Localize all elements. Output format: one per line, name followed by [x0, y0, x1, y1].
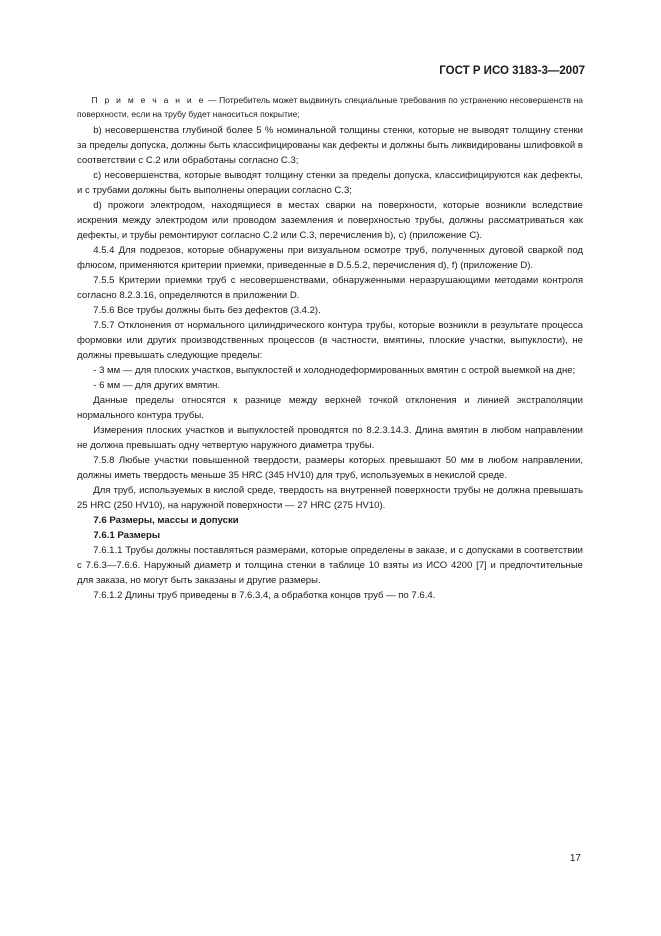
paragraph-7-5-7: 7.5.7 Отклонения от нормального цилиндрического контура трубы, которые возникли в результате процесса формовки или других производственных процессов (в частности, вмятины, плоские участки, выпуклости), не должны превышать следующие пределы:	[77, 320, 583, 361]
note-paragraph	[77, 94, 583, 121]
paragraph-limits: Данные пределы относятся к разнице между верхней точкой отклонения и линией экстраполяции нормального контура трубы.	[77, 395, 583, 421]
list-item-bullet-2: - 6 мм — для других вмятин.	[93, 380, 221, 391]
document-header: ГОСТ Р ИСО 3183-3—2007	[439, 65, 585, 77]
paragraph-7-6-1-2: 7.6.1.2 Длины труб приведены в 7.6.3.4, а обработка концов труб — по 7.6.4.	[93, 590, 436, 601]
paragraph-7-5-5: 7.5.5 Критерии приемки труб с несовершенствами, обнаруженными неразрушающими методами контроля согласно 8.2.3.16, определяются в приложении D.	[77, 275, 583, 301]
page-number: 17	[569, 853, 581, 864]
paragraph-4-5-4: 4.5.4 Для подрезов, которые обнаружены при визуальном осмотре труб, полученных дуговой сваркой под флюсом, применяются критерии приемки, приведенные в D.5.5.2, перечисления d), f) (приложение D).	[77, 245, 583, 271]
paragraph-c: c) несовершенства, которые выводят толщину стенки за пределы допуска, классифицируются как дефекты, и с трубами должны быть выполнены операции согласно С.3;	[77, 170, 583, 196]
paragraph-acid-environment: Для труб, используемых в кислой среде, твердость на внутренней поверхности трубы не должна превышать 25 HRC (250 HV10), на наружной поверхности — 27 HRC (275 HV10).	[77, 485, 583, 511]
note-text: — Потребитель может выдвинуть специальные требования по устранению несовершенств на поверхности, если на трубу будет наноситься покрытие;	[77, 95, 583, 119]
section-heading-7-6: 7.6 Размеры, массы и допуски	[93, 515, 239, 526]
section-heading-7-6-1: 7.6.1 Размеры	[93, 530, 161, 541]
paragraph-7-5-6: 7.5.6 Все трубы должны быть без дефектов (3.4.2).	[93, 305, 321, 316]
note-label: П р и м е ч а н и е	[91, 95, 206, 105]
paragraph-b: b) несовершенства глубиной более 5 % номинальной толщины стенки, которые не выводят толщину стенки за пределы допуска, должны быть классифицированы как дефекты и должны быть ликвидированы шлифовкой в соответствии с С.2 или обработаны согласно С.3;	[77, 125, 583, 166]
paragraph-measurements: Измерения плоских участков и выпуклостей проводятся по 8.2.3.14.3. Длина вмятин в любом направлении не должна превышать одну четвертую наружного диаметра трубы.	[77, 425, 583, 451]
list-item-bullet-1: - 3 мм — для плоских участков, выпуклостей и холоднодеформированных вмятин с острой выемкой на дне;	[93, 365, 576, 376]
paragraph-d: d) прожоги электродом, находящиеся в местах сварки на поверхности, которые возникли вследствие искрения между электродом или проводом заземления и поверхностью трубы, должны рассматриваться как дефекты, и трубы ремонтируют согласно С.2 или С.3, перечисления b), c) (приложение С).	[77, 200, 583, 241]
paragraph-7-5-8: 7.5.8 Любые участки повышенной твердости, размеры которых превышают 50 мм в любом направлении, должны иметь твердость меньше 35 HRC (345 HV10) для труб, используемых в некислой среде.	[77, 455, 583, 481]
paragraph-7-6-1-1: 7.6.1.1 Трубы должны поставляться размерами, которые определены в заказе, и с допусками в соответствии с 7.6.3—7.6.6. Наружный диаметр и толщина стенки в таблице 10 взяты из ИСО 4200 [7] и предпочтительные для заказа, но могут быть заказаны и другие размеры.	[77, 545, 583, 586]
document-body	[77, 94, 583, 603]
